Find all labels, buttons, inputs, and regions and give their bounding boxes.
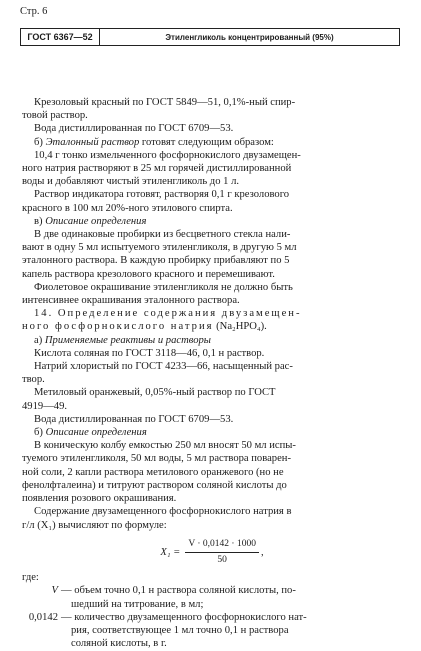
text-line: капель раствора крезолового красного и перемешивают.: [22, 268, 275, 280]
text-line: г/л (X₁) вычисляют по формуле:: [22, 519, 167, 531]
where-label: где:: [22, 572, 39, 584]
text-line: вают в одну 5 мл испытуемого этиленгликоля, в другую 5 мл: [22, 242, 297, 254]
formula: [22, 538, 402, 567]
text-line: фенолфталеина) и титруют раствором соляной кислоты до: [22, 479, 287, 491]
text-line: В две одинаковые пробирки из бесцветного стекла нали-: [34, 229, 291, 241]
text-line: появления розового окрашивания.: [22, 493, 177, 505]
legend-item: [22, 584, 402, 610]
text-line: интенсивнее окрашивания эталонного раствора.: [22, 295, 240, 307]
text-line: товой раствор.: [22, 110, 88, 122]
formula-denominator: 50: [217, 554, 227, 565]
legend-item: [22, 611, 402, 651]
text-line: Содержание двузамещенного фосфорнокислого натрия в: [34, 506, 292, 518]
text-line: эталонного раствора. В каждую пробирку прибавляют по 5: [22, 255, 290, 267]
text-line: воды и добавляют чистый этиленгликоль до 1 л.: [22, 176, 240, 188]
text-line: В коническую колбу емкостью 250 мл вносят 50 мл испы-: [34, 440, 296, 452]
formula-fraction: [185, 538, 259, 567]
text-line: красного в 100 мл 20%-ного этилового спирта.: [22, 202, 233, 214]
text-line: ной соли, 2 капли раствора метилового оранжевого (но не: [22, 466, 284, 478]
standard-title: Этиленгликоль концентрированный (95%): [165, 32, 334, 42]
subsection-heading: а) Применяемые реактивы и растворы: [34, 334, 211, 346]
text-line: туемого этиленгликоля, 50 мл воды, 5 мл раствора поварен-: [22, 453, 291, 465]
subsection-heading: в) Описание определения: [34, 215, 147, 227]
text-line: ного натрия растворяют в 25 мл горячей дистиллированной: [22, 163, 292, 175]
legend-text: — количество двузамещенного фосфорнокислого нат- рия, соответствующее 1 мл точно 0,1 н раствора соляной кислоты, в г.: [61, 611, 307, 650]
text-line: твор.: [22, 374, 45, 386]
text-line: Натрий хлористый по ГОСТ 4233—66, насыщенный рас-: [34, 361, 293, 373]
text-line: Фиолетовое окрашивание этиленгликоля не должно быть: [34, 281, 293, 293]
text-line: Раствор индикатора готовят, растворяя 0,1 г крезолового: [34, 189, 290, 201]
text-line: Крезоловый красный по ГОСТ 5849—51, 0,1%-ный спир-: [34, 97, 296, 108]
text-line: Вода дистиллированная по ГОСТ 6709—53.: [34, 413, 234, 425]
text-line: Метиловый оранжевый, 0,05%-ный раствор по ГОСТ: [34, 387, 276, 399]
text-line: Кислота соляная по ГОСТ 3118—46, 0,1 н раствор.: [34, 347, 265, 359]
text-line: 10,4 г тонко измельченного фосфорнокислого двузамещен-: [34, 149, 301, 161]
standard-header: [20, 28, 400, 46]
subsection-heading: б) Описание определения: [34, 427, 147, 439]
section-heading: 14. Определение содержания двузамещен-: [34, 308, 302, 320]
formula-tail: ,: [260, 546, 264, 558]
legend-symbol: 0,0142: [28, 611, 58, 623]
legend-symbol: V: [51, 585, 58, 597]
text-line: 4919—49.: [22, 400, 68, 412]
gost-number: ГОСТ 6367—52: [21, 29, 100, 45]
text-line: Вода дистиллированная по ГОСТ 6709—53.: [34, 123, 234, 135]
formula-numerator: V · 0,0142 · 1000: [185, 538, 259, 553]
subsection-heading: б) Эталонный раствор готовят следующим образом:: [34, 136, 274, 148]
document-body: [22, 96, 402, 650]
page-number: Стр. 6: [20, 6, 48, 17]
legend-text: — объем точно 0,1 н раствора соляной кислоты, по- шедший на титрование, в мл;: [61, 585, 296, 610]
formula-lhs: X₁ =: [160, 546, 181, 558]
section-heading: ного фосфорнокислого натрия (Na₂HPO₄).: [22, 321, 267, 333]
